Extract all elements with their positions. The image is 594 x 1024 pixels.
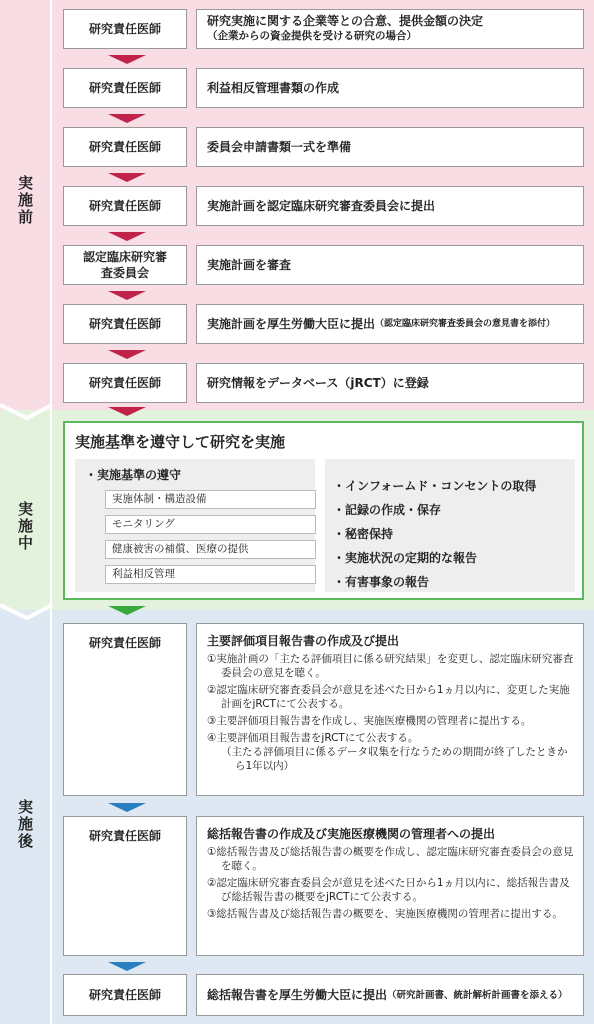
step-role: 研究責任医師 (63, 9, 187, 49)
step-task (196, 304, 584, 344)
step-role: 研究責任医師 (63, 304, 187, 344)
phase-label-before: 実施前 (16, 174, 34, 226)
flow-arrow (108, 803, 146, 812)
before-step (63, 304, 584, 344)
flow-arrow (108, 232, 146, 241)
after-step-item: ①実施計画の「主たる評価項目に係る研究結果」を変更し、認定臨床研究審査委員会の意見を聴く。 (207, 653, 574, 679)
step-task: 利益相反管理書類の作成 (196, 68, 584, 108)
flow-arrow (108, 114, 146, 123)
after-step-role: 研究責任医師 (63, 816, 187, 956)
before-step (63, 186, 584, 226)
flow-arrow (108, 962, 146, 971)
after-step-title: 総括報告書の作成及び実施医療機関の管理者への提出 (207, 827, 496, 841)
phase-label-after: 実施後 (16, 798, 34, 850)
step-task-note: （認定臨床研究審査委員会の意見書を添付） (375, 318, 556, 329)
after-step-item: ①総括報告書及び総括報告書の概要を作成し、認定臨床研究審査委員会の意見を聴く。 (207, 846, 574, 872)
after-step-item: ③総括報告書及び総括報告書の概要を、実施医療機関の管理者に提出する。 (207, 908, 563, 920)
after-step-title: 主要評価項目報告書の作成及び提出 (207, 634, 400, 648)
step-task: 委員会申請書類一式を準備 (196, 127, 584, 167)
step-role: 研究責任医師 (63, 363, 187, 403)
during-title: 実施基準を遵守して研究を実施 (75, 433, 286, 451)
step-role (63, 245, 187, 285)
standards-item: 実施体制・構造設備 (105, 490, 316, 509)
duty-item: ・有害事象の報告 (333, 575, 430, 589)
before-step (63, 363, 584, 403)
after-step-note: （主たる評価項目に係るデータ収集を行なうための期間が終了したときから1年以内） (221, 746, 568, 772)
after-step-task (196, 816, 584, 956)
after-step-item: ③主要評価項目報告書を作成し、実施医療機関の管理者に提出する。 (207, 715, 532, 727)
duty-item: ・実施状況の定期的な報告 (333, 551, 478, 565)
step-task (196, 9, 584, 49)
duty-item: ・記録の作成・保存 (333, 503, 442, 517)
step-task-sub: （企業からの資金提供を受ける研究の場合） (207, 30, 417, 42)
duty-item: ・インフォームド・コンセントの取得 (333, 479, 537, 493)
step-task: 研究情報をデータベース（jRCT）に登録 (196, 363, 584, 403)
flow-arrow (108, 291, 146, 300)
step-task: 実施計画を認定臨床研究審査委員会に提出 (196, 186, 584, 226)
after-step-item: ②認定臨床研究審査委員会が意見を述べた日から1ヵ月以内に、総括報告書及び総括報告書の概要をjRCTにて公表する。 (207, 877, 570, 903)
standards-heading: ・実施基準の遵守 (85, 468, 182, 482)
phase-label-during: 実施中 (16, 500, 34, 552)
step-task: 実施計画を審査 (196, 245, 584, 285)
before-step (63, 127, 584, 167)
step-task-text: 実施計画を厚生労働大臣に提出 (207, 316, 376, 331)
before-step (63, 9, 584, 49)
step-role: 研究責任医師 (63, 127, 187, 167)
step-role: 研究責任医師 (63, 68, 187, 108)
step-task-text: 研究実施に関する企業等との合意、提供金額の決定 (207, 14, 484, 28)
duties-panel (325, 459, 575, 592)
after-step (63, 974, 584, 1016)
standards-panel (75, 459, 315, 592)
flow-arrow (108, 606, 146, 615)
after-step-item: ④主要評価項目報告書をjRCTにて公表する。 (207, 732, 419, 744)
before-step (63, 68, 584, 108)
standards-item: モニタリング (105, 515, 316, 534)
flow-arrow (108, 407, 146, 416)
flow-arrow (108, 350, 146, 359)
duty-item: ・秘密保持 (333, 527, 394, 541)
after-step-task (196, 623, 584, 796)
after-step-item: ②認定臨床研究審査委員会が意見を述べた日から1ヵ月以内に、変更した実施計画をjRCTにて公表する。 (207, 684, 570, 710)
step-task-note: （研究計画書、統計解析計画書を添える） (387, 989, 568, 1001)
step-task-text: 総括報告書を厚生労働大臣に提出 (207, 987, 388, 1002)
flow-arrow (108, 55, 146, 64)
step-task (196, 974, 584, 1016)
standards-item: 利益相反管理 (105, 565, 316, 584)
committee-role-text: 認定臨床研究審査委員会 (82, 250, 167, 280)
step-role: 研究責任医師 (63, 974, 187, 1016)
before-step (63, 245, 584, 285)
during-box (63, 421, 584, 600)
step-role: 研究責任医師 (63, 186, 187, 226)
after-step-role: 研究責任医師 (63, 623, 187, 796)
flow-arrow (108, 173, 146, 182)
standards-item: 健康被害の補償、医療の提供 (105, 540, 316, 559)
